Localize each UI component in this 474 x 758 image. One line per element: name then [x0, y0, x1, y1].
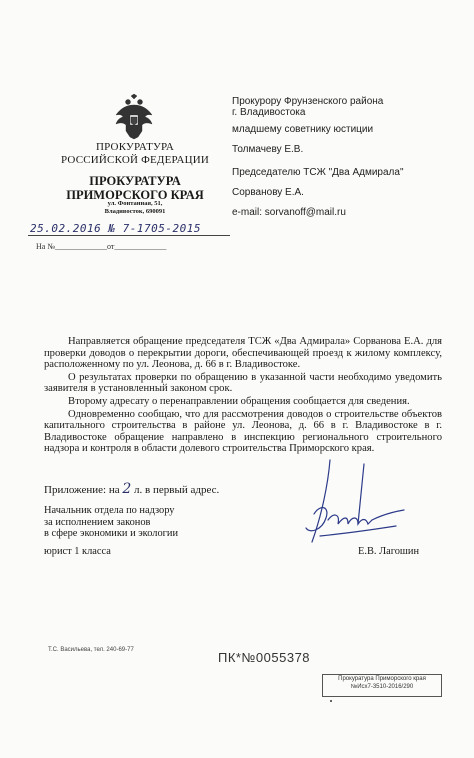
signatory-rank: юрист 1 класса	[44, 546, 111, 557]
recipient-2-email: e-mail: sorvanoff@mail.ru	[232, 207, 346, 218]
executor-contact: Т.С. Васильева, тел. 240-69-77	[48, 647, 134, 653]
reference-field: На №_____________от_____________	[36, 242, 167, 251]
recipient-1-name: Толмачеву Е.В.	[232, 144, 304, 155]
double-headed-eagle-emblem-icon	[112, 93, 156, 141]
body-paragraph: О результатах проверки по обращению в указанной части необходимо уведомить заявителя в установленный законом срок.	[44, 371, 442, 395]
handwritten-signature-icon	[300, 454, 420, 554]
body-paragraph: Одновременно сообщаю, что для рассмотрения доводов о строительстве объектов капитального строительства в районе ул. Леонова, д. 66 в г. Владивостоке в г. Владивостоке обращение направлено в инспекцию регионального строительного надзора и контроля в области долевого строительства Приморского края.	[44, 408, 442, 455]
form-serial-number: ПК*№0055378	[218, 650, 311, 665]
handwritten-date-number: 25.02.2016 № 7-1705-2015	[30, 222, 201, 235]
recipient-2-name: Сорванову Е.А.	[232, 187, 304, 198]
signatory-position: Начальник отдела по надзору за исполнением законов в сфере экономики и экологии	[44, 505, 179, 540]
body-paragraph: Направляется обращение председателя ТСЖ «Два Адмирала» Сорванова Е.А. для проверки доводов о перекрытии дороги, обеспечивающей проезд к жилому комплексу, расположенному по ул. Леонова, д. 66 в г. Владивостоке.	[44, 336, 442, 371]
sender-address: ул. Фонтанная, 51, Владивосток, 690091	[104, 200, 166, 215]
letter-body	[44, 336, 442, 456]
registration-stamp: Прокуратура Приморского края №Исх7-3510-2016/290	[322, 674, 442, 697]
org-name-regional: ПРОКУРАТУРА ПРИМОРСКОГО КРАЯ	[66, 174, 204, 202]
scan-speck	[330, 700, 332, 702]
recipient-2-title: Председателю ТСЖ "Два Адмирала"	[232, 167, 404, 178]
appendix-line: Приложение: на 2 л. в первый адрес.	[44, 481, 220, 497]
recipient-1-title: Прокурору Фрунзенского района	[232, 96, 384, 107]
handwritten-page-count: 2	[122, 481, 132, 497]
recipient-1-rank: младшему советнику юстиции	[232, 124, 374, 135]
date-underline	[28, 235, 230, 236]
recipient-1-city: г. Владивостока	[232, 107, 306, 118]
signatory-name: Е.В. Лагошин	[358, 546, 420, 557]
org-name-federal: ПРОКУРАТУРА РОССИЙСКОЙ ФЕДЕРАЦИИ	[60, 141, 210, 166]
body-paragraph: Второму адресату о перенаправлении обращения сообщается для сведения.	[68, 395, 410, 407]
